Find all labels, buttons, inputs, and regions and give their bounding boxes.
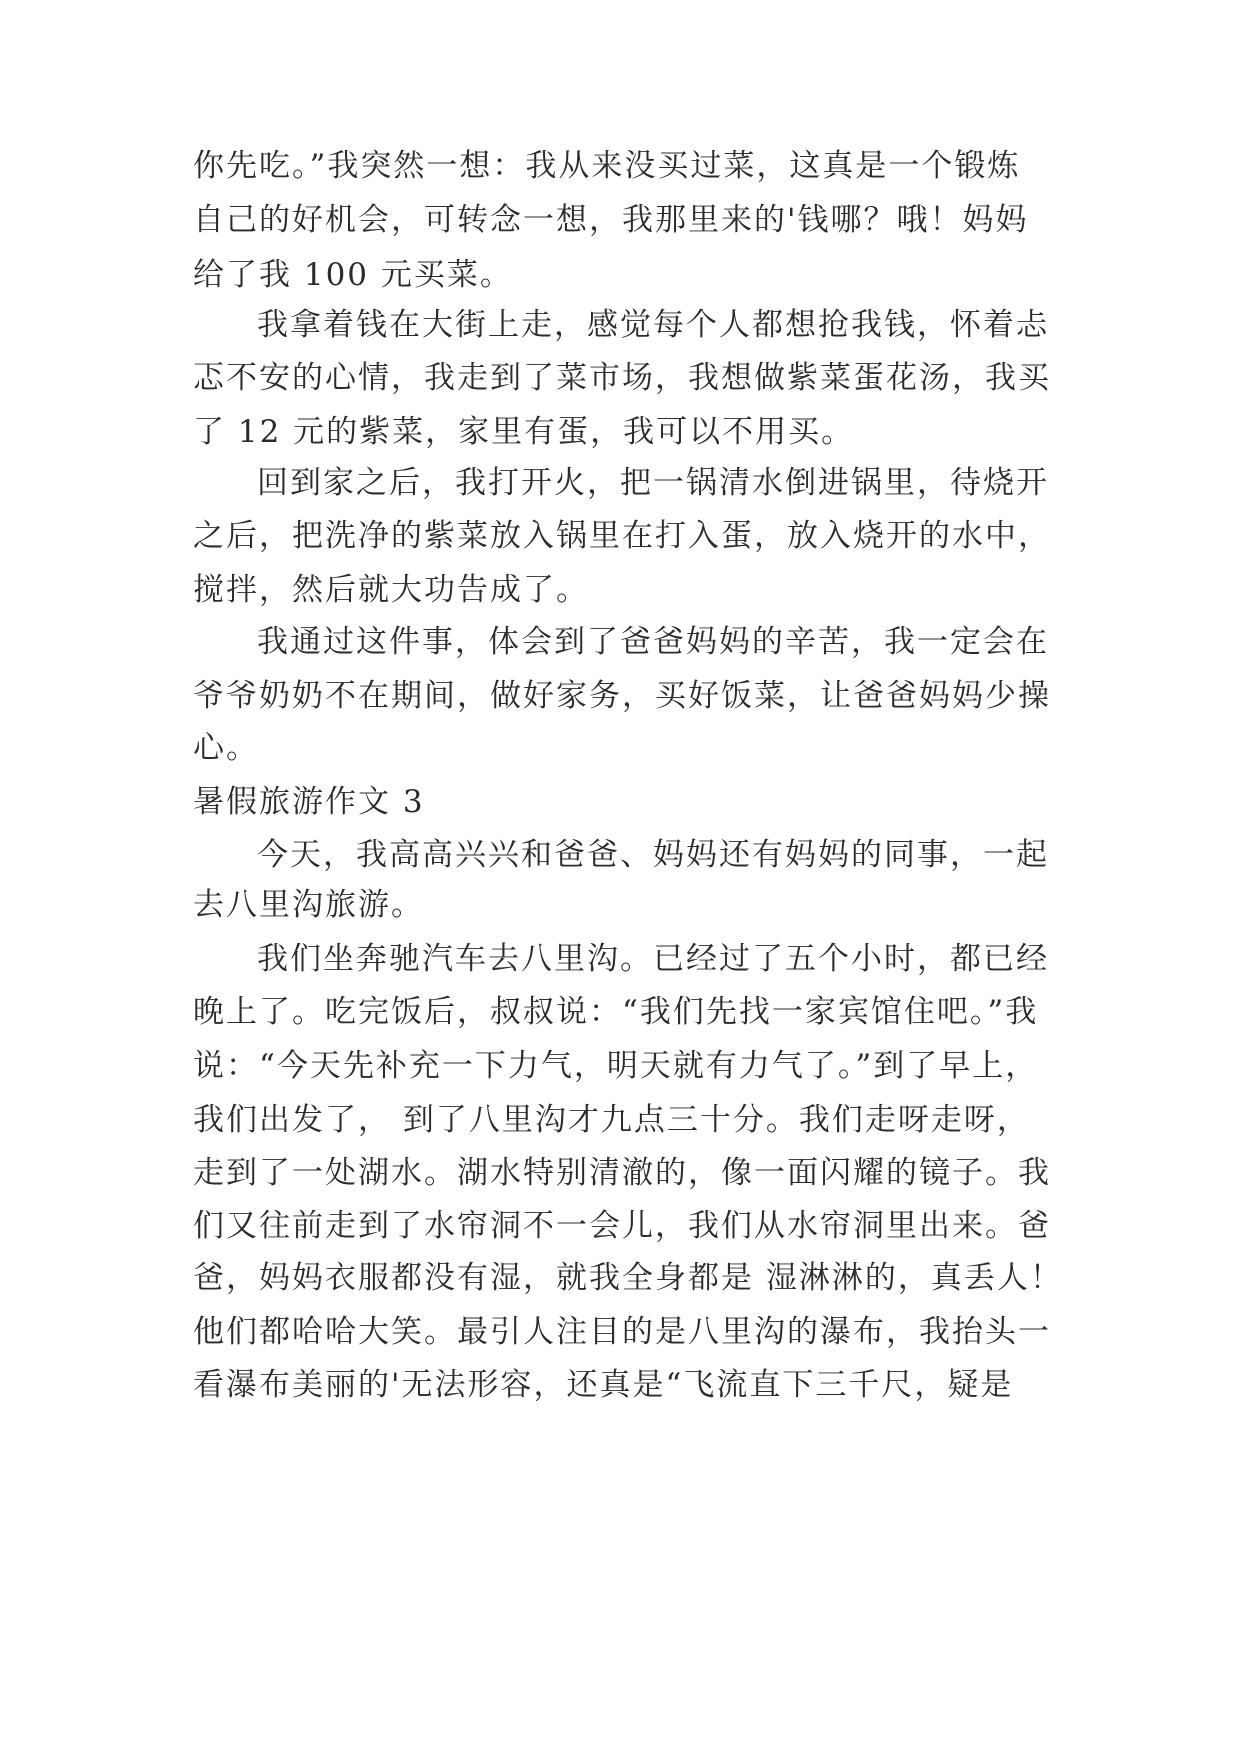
text-line-21: 们又往前走到了水帘洞不一会儿，我们从水帘洞里出来。爸 [193,1208,1051,1244]
text-line-14: 今天，我高高兴兴和爸爸、妈妈还有妈妈的同事，一起 [257,837,1049,873]
text-line-9: 搅拌，然后就大功告成了。 [193,572,589,608]
text-line-19: 我们出发了， 到了八里沟才九点三十分。我们走呀走呀， [193,1102,1030,1138]
text-line-16: 我们坐奔驰汽车去八里沟。已经过了五个小时，都已经 [257,941,1049,977]
text-line-11: 爷爷奶奶不在期间，做好家务，买好饭菜，让爸爸妈妈少操 [193,678,1051,714]
text-line-12: 心。 [193,730,259,766]
text-line-17: 晚上了。吃完饭后，叔叔说：“我们先找一家宾馆住吧。”我 [193,994,1039,1030]
text-line-7: 回到家之后，我打开火，把一锅清水倒进锅里，待烧开 [257,465,1049,501]
text-line-22: 爸，妈妈衣服都没有湿，就我全身都是 湿淋淋的，真丢人！ [193,1260,1063,1296]
text-line-18: 说：“今天先补充一下力气，明天就有力气了。”到了早上， [193,1048,1039,1084]
text-line-20: 走到了一处湖水。湖水特别清澈的，像一面闪耀的镜子。我 [193,1155,1051,1191]
text-line-23: 他们都哈哈大笑。最引人注目的是八里沟的瀑布，我抬头一 [193,1314,1051,1350]
text-line-4: 我拿着钱在大街上走，感觉每个人都想抢我钱，怀着忐 [257,307,1049,343]
text-line-8: 之后，把洗净的紫菜放入锅里在打入蛋，放入烧开的水中， [193,518,1051,554]
section-heading: 暑假旅游作文 3 [193,784,425,820]
text-line-10: 我通过这件事，体会到了爸爸妈妈的辛苦，我一定会在 [257,624,1049,660]
text-line-3: 给了我 100 元买菜。 [193,257,513,293]
text-line-6: 了 12 元的紫菜，家里有蛋，我可以不用买。 [193,414,855,450]
text-line-24: 看瀑布美丽的'无法形容，还真是“飞流直下三千尺，疑是 [193,1367,1014,1403]
text-line-15: 去八里沟旅游。 [193,887,424,923]
text-line-2: 自己的好机会，可转念一想，我那里来的'钱哪？哦！妈妈 [193,202,1029,238]
text-line-5: 忑不安的心情，我走到了菜市场，我想做紫菜蛋花汤，我买 [193,360,1051,396]
text-line-1: 你先吃。”我突然一想：我从来没买过菜，这真是一个锻炼 [193,148,1021,184]
